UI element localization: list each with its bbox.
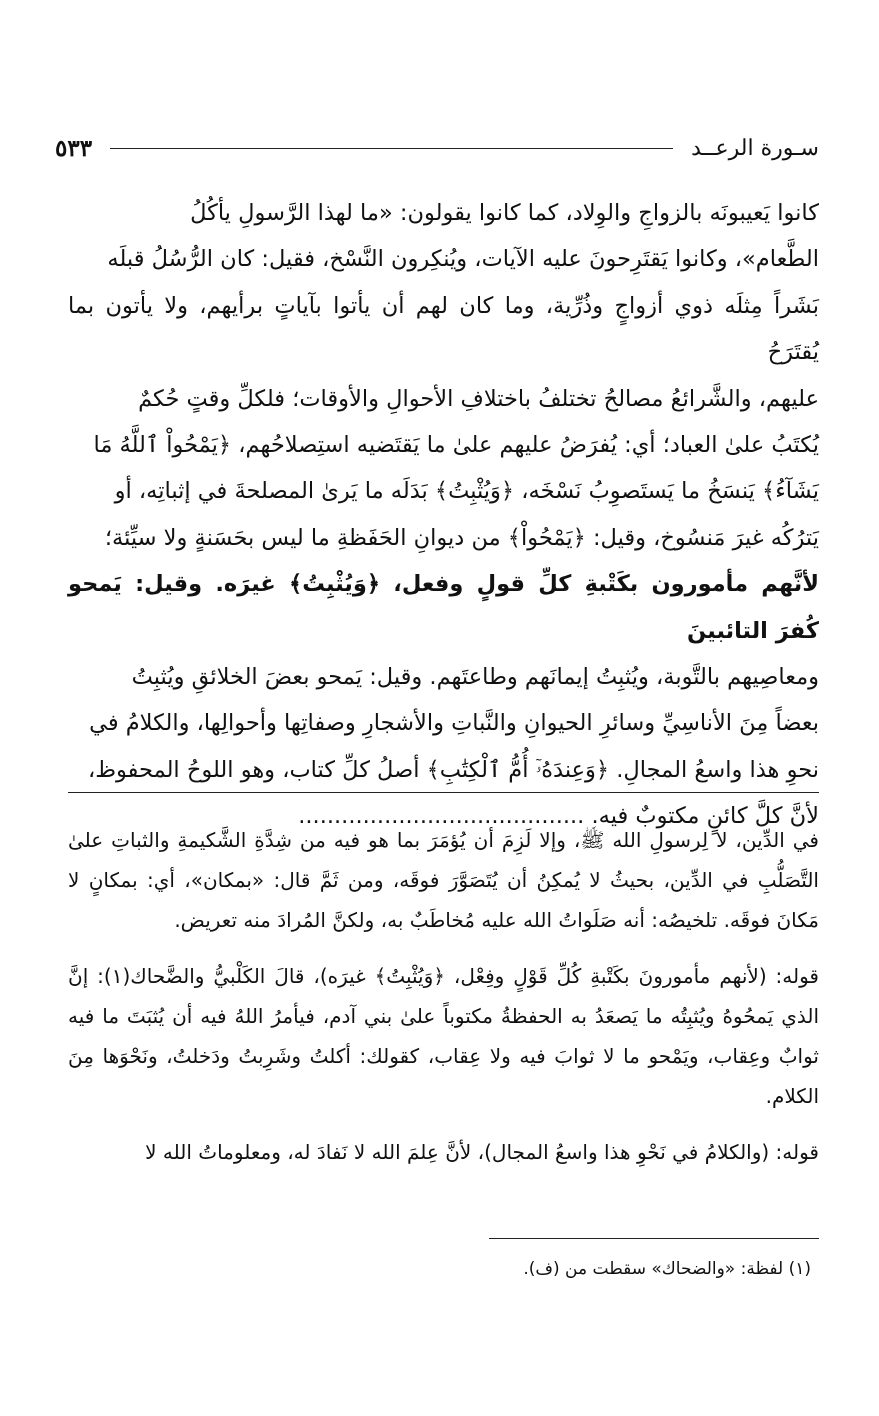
page-header <box>55 128 819 168</box>
commentary-paragraph: قوله: (لأنهم مأمورونَ بكَتْبةِ كُلِّ قَوْلٍ وفِعْل، ﴿وَيُثْبِتُ﴾ غيرَه)، قالَ الكَلْبيُّ والضَّحاك(١): إنَّ الذي يَمحُوهُ ويُثبِتُه ما يَصعَدُ به الحفظةُ مكتوباً علىٰ بني آدم، فيأمرُ اللهُ فيه أن يُثبَتَ ما فيه ثوابٌ وعِقاب، ويَمْحو ما لا ثوابَ فيه ولا عِقاب، كقولك: أكلتُ وشَرِبتُ ودَخلتُ، ونَحْوَها مِنَ الكلام. <box>68 964 819 1108</box>
main-text <box>68 190 819 840</box>
main-line: لأنَّهم مأمورون بكَتْبةِ كلِّ قولٍ وفعل، ﴿وَيُثْبِتُ﴾ غيرَه. وقيل: يَمحو كُفرَ التائبينَ <box>68 571 819 644</box>
main-line: نحوِ هذا واسعُ المجالِ. ﴿وَعِندَهُۥٓ أُمُّ ٱلْكِتَٰبِ﴾ أصلُ كلِّ كتاب، وهو اللوحُ المحفوظ، <box>87 756 819 783</box>
footnote-rule <box>489 1238 819 1239</box>
main-line: كانوا يَعيبونَه بالزواجِ والوِلاد، كما كانوا يقولون: «ما لهذا الرَّسولِ يأكُلُ <box>190 200 819 226</box>
main-line: يَشَآءُ﴾ يَنسَخُ ما يَستَصوِبُ نَسْخَه، ﴿وَيُثْبِتُ﴾ بَدَلَه ما يَرىٰ المصلحةَ في إثباتِه، أو <box>114 478 819 505</box>
main-line: ومعاصِيهم بالتَّوبة، ويُثبِتُ إيمانَهم وطاعتَهم. وقيل: يَمحو بعضَ الخلائقِ ويُثبِتُ <box>131 664 819 691</box>
main-line: لأنَّ كلَّ كائنٍ مكتوبٌ فيه. ........................................ <box>298 803 819 830</box>
main-line: يَترُكُه غيرَ مَنسُوخ، وقيل: ﴿يَمْحُواْ﴾ من ديوانِ الحَفَظةِ ما ليس بحَسَنةٍ ولا سيِّئة؛ <box>104 524 819 551</box>
commentary-paragraph: في الدِّين، لا لِرسولِ الله ﷺ، وإلا لَزِمَ أن يُؤمَرَ بما هو فيه من شِدَّةِ الشَّكيمةِ والثباتِ علىٰ التَّصَلُّبِ في الدِّين، بحيثُ لا يُمكِنُ أن يُتَصَوَّرَ فوقَه، ومن ثَمَّ قال: «بمكان»، أي: بمكانٍ لا مَكانَ فوقَه. تلخيصُه: أنه صَلَواتُ الله عليه مُخاطَبٌ به، ولكنَّ المُرادَ منه تعريض. <box>68 828 819 932</box>
header-rule <box>110 148 673 149</box>
commentary <box>68 820 819 1188</box>
main-line: بعضاً مِنَ الأناسِيِّ وسائرِ الحيوانِ والنَّباتِ والأشجارِ وصفاتِها وأحوالِها، والكلامُ في <box>89 710 819 737</box>
page-number: ٥٣٣ <box>55 134 93 162</box>
commentary-paragraph: قوله: (والكلامُ في نَحْوِ هذا واسعُ المجال)، لأنَّ عِلمَ الله لا نَفادَ له، ومعلوماتُ الله لا <box>145 1140 819 1164</box>
surah-title: سـورة الرعــد <box>691 135 819 161</box>
main-line: يُكتَبُ علىٰ العباد؛ أي: يُفرَضُ عليهم علىٰ ما يَقتَضيه استِصلاحُهم، ﴿يَمْحُواْ ٱللَّهُ مَا <box>93 432 819 459</box>
main-line: الطَّعام»، وكانوا يَقتَرِحونَ عليه الآيات، ويُنكِرون النَّسْخ، فقيل: كان الرُّسُلُ قبلَه <box>107 246 819 273</box>
footnote: (١) لفظة: «والضحاك» سقطت من (ف). <box>523 1259 811 1279</box>
section-divider <box>68 792 819 793</box>
main-line: بَشَراً مِثلَه ذوي أزواجٍ وذُرِّية، وما كان لهم أن يأتوا بآياتٍ برأيهم، ولا يأتون بما يُقتَرَحُ <box>68 292 819 366</box>
main-line: عليهم، والشَّرائعُ مصالحُ تختلفُ باختلافِ الأحوالِ والأوقات؛ فلكلِّ وقتٍ حُكمٌ <box>138 385 819 412</box>
